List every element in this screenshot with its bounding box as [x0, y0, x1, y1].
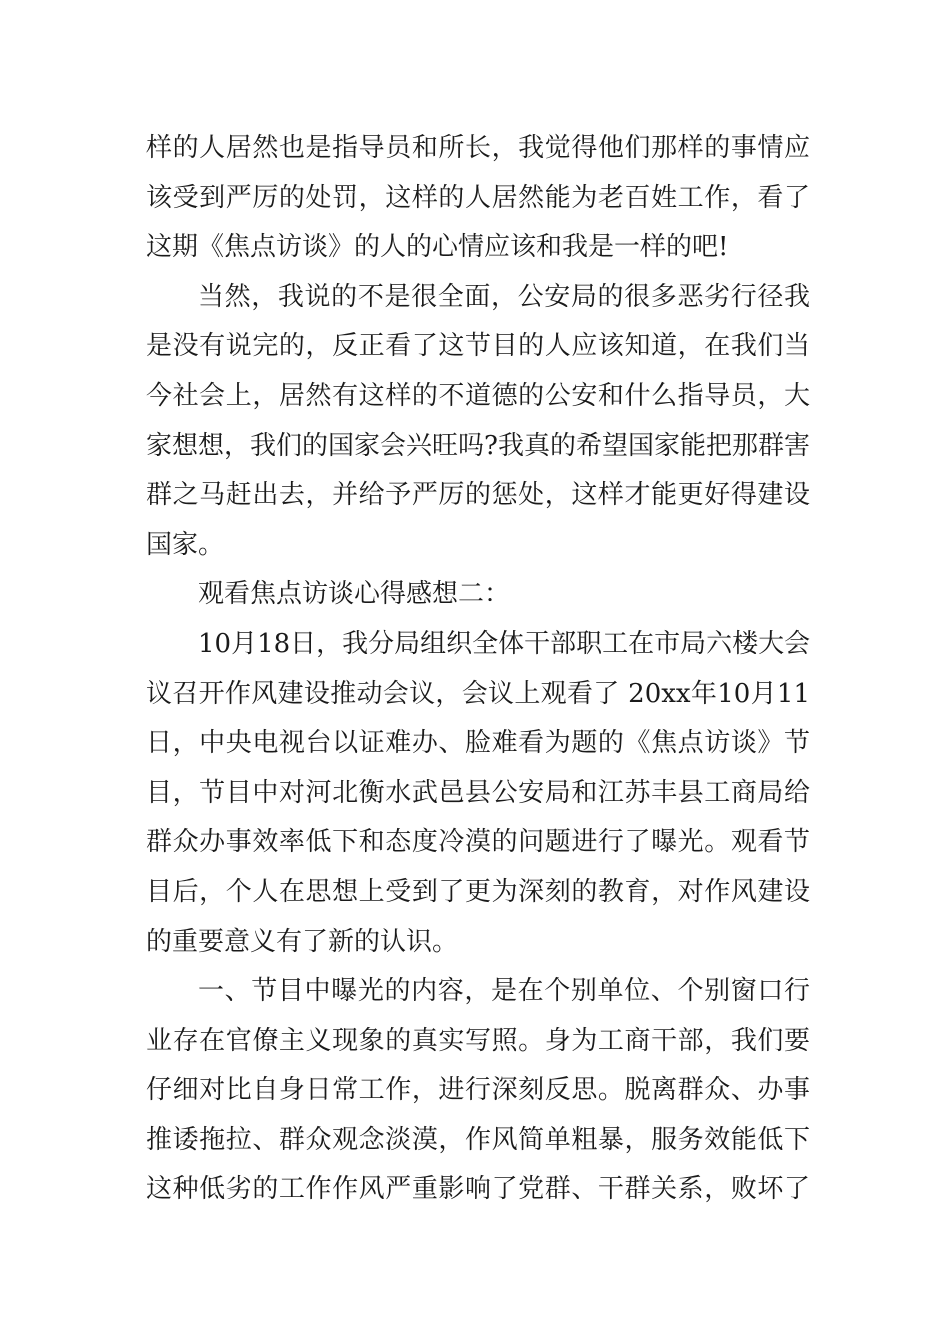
document-body [146, 124, 810, 1215]
text-line: 议召开作风建设推动会议，会议上观看了 20xx年10月11 [146, 678, 810, 709]
text-line: 一、节目中曝光的内容，是在个别单位、个别窗口行 [198, 976, 810, 1007]
text-line: 这期《焦点访谈》的人的心情应该和我是一样的吧! [146, 232, 729, 263]
text-line: 群之马赶出去，并给予严厉的惩处，这样才能更好得建设 [146, 480, 810, 511]
text-line: 国家。 [146, 529, 225, 560]
text-line: 家想想，我们的国家会兴旺吗?我真的希望国家能把那群害 [146, 430, 810, 461]
text-line: 群众办事效率低下和态度冷漠的问题进行了曝光。观看节 [146, 827, 810, 858]
text-line: 该受到严厉的处罚，这样的人居然能为老百姓工作，看了 [146, 182, 810, 213]
text-line: 当然，我说的不是很全面，公安局的很多恶劣行径我 [198, 281, 810, 312]
text-line: 日，中央电视台以证难办、脸难看为题的《焦点访谈》节 [146, 728, 810, 759]
text-line: 是没有说完的，反正看了这节目的人应该知道，在我们当 [146, 331, 810, 362]
text-line: 目，节目中对河北衡水武邑县公安局和江苏丰县工商局给 [146, 777, 810, 808]
text-line: 的重要意义有了新的认识。 [146, 926, 459, 957]
text-line: 10月18日，我分局组织全体干部职工在市局六楼大会 [198, 628, 811, 659]
text-line: 今社会上，居然有这样的不道德的公安和什么指导员，大 [146, 380, 810, 411]
text-line: 推诿拖拉、群众观念淡漠，作风简单粗暴，服务效能低下 [146, 1124, 810, 1155]
text-line: 这种低劣的工作作风严重影响了党群、干群关系，败坏了 [146, 1174, 810, 1205]
text-line: 目后，个人在思想上受到了更为深刻的教育，对作风建设 [146, 876, 810, 907]
text-line: 仔细对比自身日常工作，进行深刻反思。脱离群众、办事 [146, 1075, 810, 1106]
text-line: 业存在官僚主义现象的真实写照。身为工商干部，我们要 [146, 1025, 810, 1056]
section-heading: 观看焦点访谈心得感想二： [198, 579, 511, 610]
text-line: 样的人居然也是指导员和所长，我觉得他们那样的事情应 [146, 133, 810, 163]
